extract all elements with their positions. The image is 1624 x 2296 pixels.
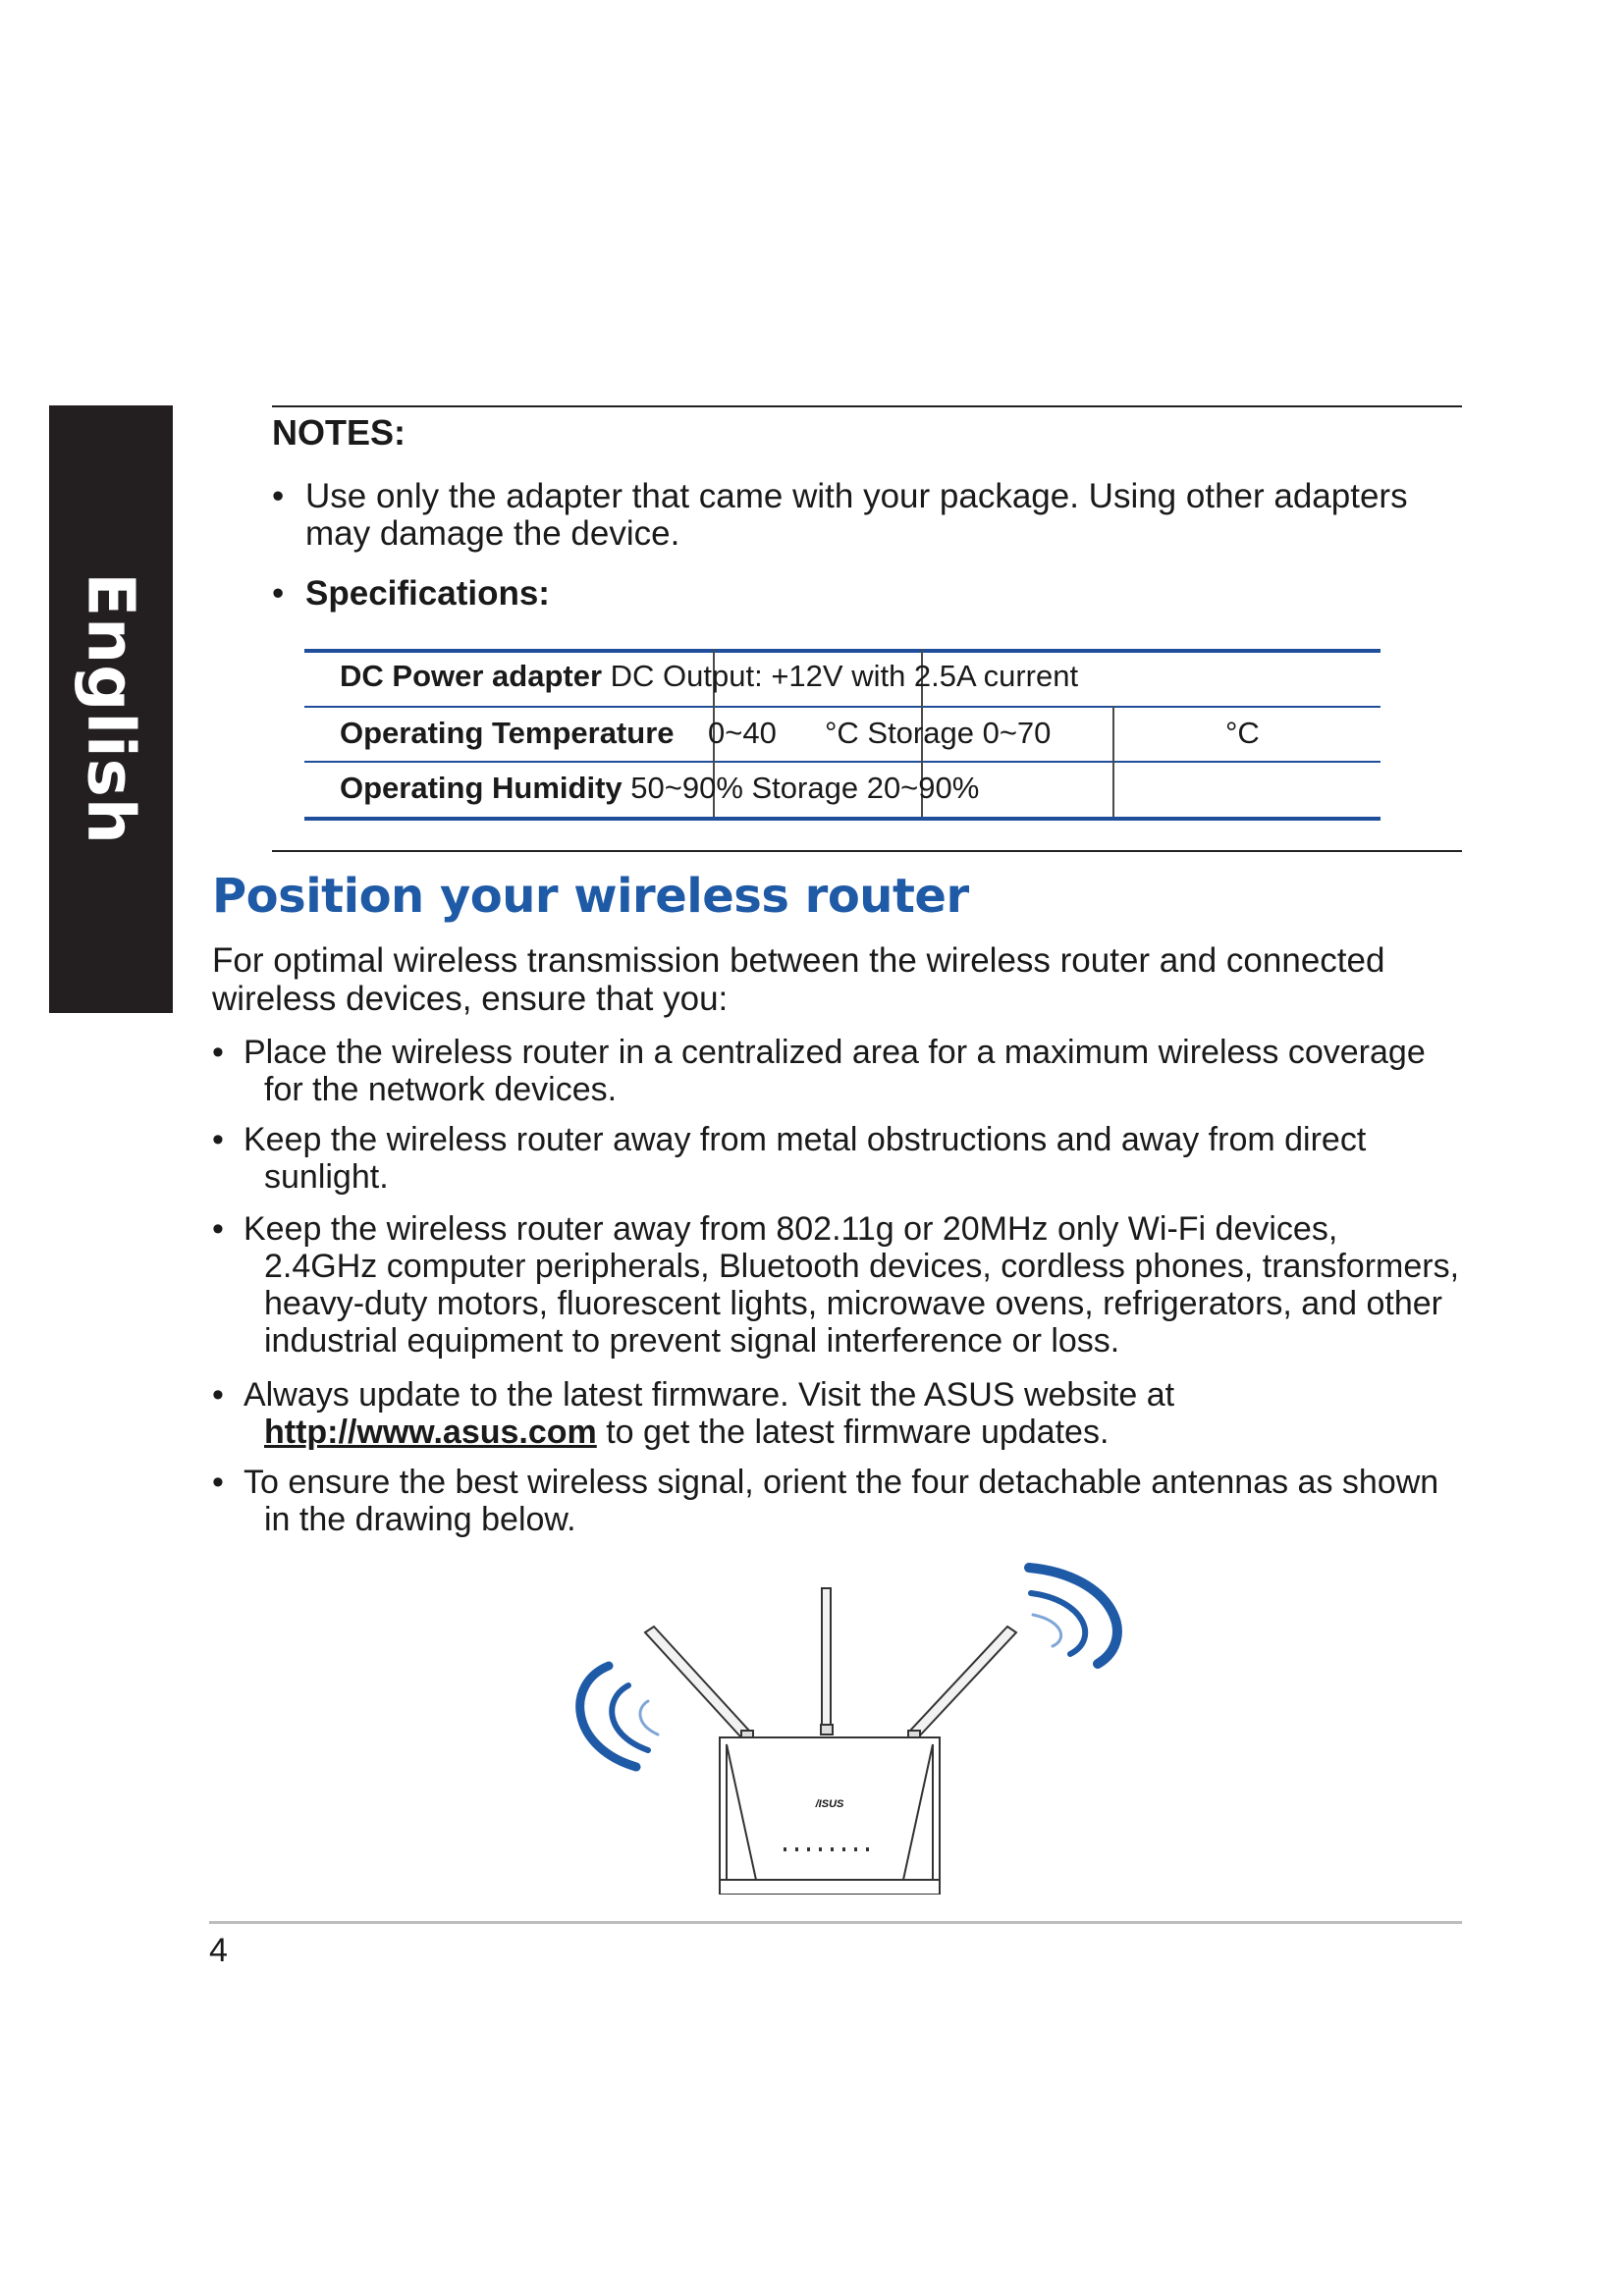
adapter-note-line: may damage the device. <box>305 514 680 553</box>
bullet-dot: • <box>212 1376 224 1414</box>
router-illustration <box>550 1556 1159 1895</box>
bullet-text: for the network devices. <box>264 1071 618 1108</box>
bullet-dot: • <box>212 1210 224 1248</box>
intro-line: For optimal wireless transmission between the wireless router and connected <box>212 941 1385 980</box>
bullet-text: Keep the wireless router away from metal obstructions and away from direct <box>244 1121 1367 1158</box>
asus-website-link[interactable]: http://www.asus.com <box>264 1414 597 1451</box>
spec-value: 50~90% Storage 20~90% <box>630 771 980 805</box>
bullet-dot: • <box>272 477 285 515</box>
spec-label: Operating Humidity <box>340 771 623 805</box>
spec-value: DC Output: +12V with 2.5A current <box>610 659 1079 693</box>
bullet-text: 2.4GHz computer peripherals, Bluetooth devices, cordless phones, transformers, <box>264 1248 1460 1285</box>
right-signal-waves-icon <box>1029 1568 1117 1664</box>
spec-label: Operating Temperature <box>340 716 675 750</box>
table-rule <box>304 761 1380 763</box>
bullet-text: Place the wireless router in a centralized area for a maximum wireless coverage <box>244 1034 1426 1071</box>
bullet-text: To ensure the best wireless signal, orient the four detachable antennas as shown <box>244 1464 1439 1501</box>
section-title: Position your wireless router <box>212 869 969 924</box>
footer-divider <box>209 1921 1462 1924</box>
page-number: 4 <box>209 1932 228 1969</box>
bullet-text: Keep the wireless router away from 802.11g or 20MHz only Wi-Fi devices, <box>244 1210 1338 1248</box>
language-side-tab <box>49 405 173 1013</box>
table-rule <box>304 649 1380 653</box>
spec-value: °C Storage 0~70 <box>825 716 1052 750</box>
router-brand-label: /ISUS <box>815 1798 844 1810</box>
notes-top-divider <box>272 405 1462 407</box>
specifications-label: Specifications: <box>305 574 550 613</box>
bullet-text: to get the latest firmware updates. <box>596 1414 1110 1451</box>
spec-label: DC Power adapter <box>340 659 603 693</box>
table-row <box>340 659 1078 694</box>
bullet-text: in the drawing below. <box>264 1501 576 1538</box>
bullet-text: Always update to the latest firmware. Visit the ASUS website at <box>244 1376 1175 1414</box>
bullet-dot: • <box>212 1034 224 1071</box>
table-column-line <box>1112 706 1114 817</box>
adapter-note-line: Use only the adapter that came with your package. Using other adapters <box>305 477 1408 515</box>
table-row <box>340 716 675 751</box>
intro-line: wireless devices, ensure that you: <box>212 980 729 1018</box>
spec-value: 0~40 <box>708 716 777 750</box>
spec-value: °C <box>1225 716 1260 750</box>
notes-bottom-divider <box>272 850 1462 852</box>
antenna-icon <box>645 1588 1016 1736</box>
specifications-table <box>304 649 1380 821</box>
table-row <box>340 771 979 806</box>
section-intro <box>212 941 1449 1018</box>
bullet-dot: • <box>212 1121 224 1158</box>
table-rule <box>304 817 1380 821</box>
bullet-dot: • <box>212 1464 224 1501</box>
bullet-text: heavy-duty motors, fluorescent lights, microwave ovens, refrigerators, and other <box>264 1285 1442 1322</box>
bullet-dot: • <box>272 574 285 613</box>
table-rule <box>304 706 1380 708</box>
language-label: English <box>73 572 149 845</box>
left-signal-waves-icon <box>580 1666 658 1767</box>
notes-heading: NOTES: <box>272 412 406 453</box>
bullet-text: sunlight. <box>264 1158 389 1196</box>
bullet-text: industrial equipment to prevent signal interference or loss. <box>264 1322 1120 1360</box>
